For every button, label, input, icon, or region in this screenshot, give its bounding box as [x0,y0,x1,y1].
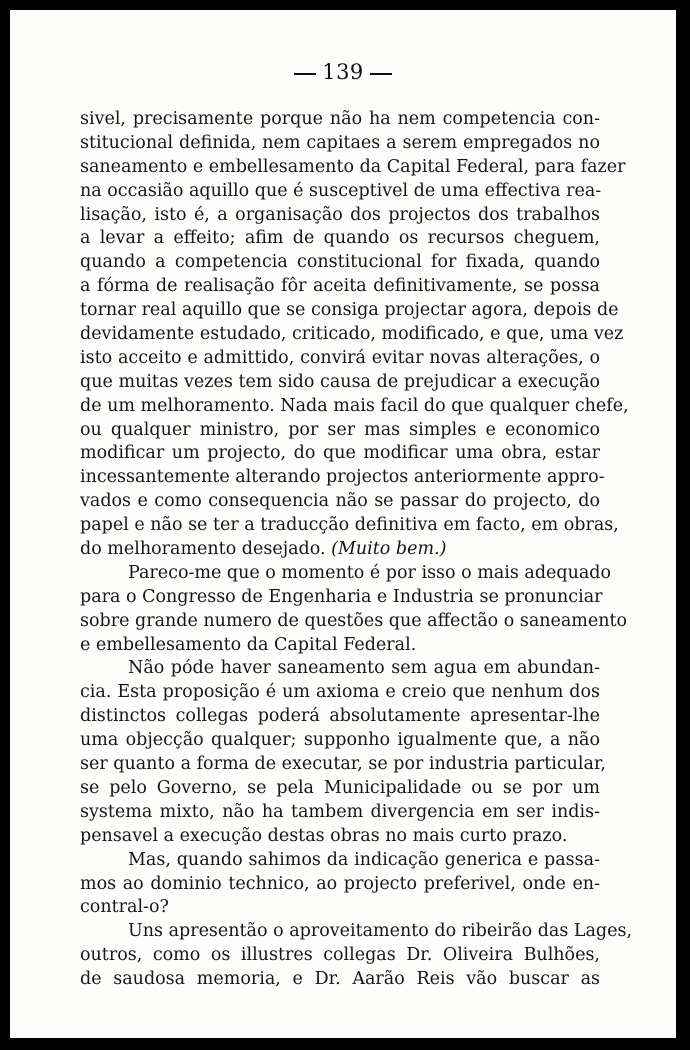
text-line: modificar um projecto, do que modificar uma obra, estar [80,443,600,464]
text-line: devidamente estudado, criticado, modificado, e que, uma vez [80,324,624,345]
text-line: mos ao dominio technico, ao projecto preferivel, onde en- [80,873,600,894]
book-page [10,10,676,1038]
text-line: lisação, isto é, a organisação dos projectos dos trabalhos [80,204,600,225]
paragraph-start: Mas, quando sahimos da indicação generica e passa- [128,849,600,870]
text-line: para o Congresso de Engenharia e Industria se pronunciar [80,586,603,607]
text-line: vados e como consequencia não se passar do projecto, do [80,491,600,512]
text-line: se pelo Governo, se pela Municipalidade ou se por um [80,777,600,798]
text-line: ou qualquer ministro, por ser mas simples e economico [80,419,600,440]
body-text [80,108,633,992]
text-line: sobre grande numero de questões que affectão o saneamento [80,610,628,631]
text-line: de saudosa memoria, e Dr. Aarão Reis vão buscar as [80,969,600,990]
text-line: de um melhoramento. Nada mais facil do que qualquer chefe, [80,395,629,416]
text-line: a levar a effeito; afim de quando os recursos cheguem, [80,228,600,249]
paragraph-start: Pareco-me que o momento é por isso o mais adequado [128,562,612,583]
text-line: ser quanto a forma de executar, se por industria particular, [80,754,606,775]
text-line: sivel, precisamente porque não ha nem competencia con- [80,109,600,129]
text-line: isto acceito e admittido, convirá evitar novas alterações, o [80,347,600,368]
text-line: saneamento e embellesamento da Capital Federal, para fazer [80,156,626,177]
paragraph-end: contral-o? [80,897,169,918]
text-line-with-applause [80,538,600,562]
text-line: na occasião aquillo que é susceptivel de uma effectiva rea- [80,180,602,201]
paragraph-start: Não póde haver saneamento sem agua em abundan- [128,658,600,679]
text-line: tornar real aquillo que se consiga projectar agora, depois de [80,300,619,321]
paragraph-end: e embellesamento da Capital Federal. [80,634,417,655]
text-line: uma objecção qualquer; supponho igualmente que, a não [80,730,600,751]
text-line: a fórma de realisação fôr aceita definitivamente, se possa [80,276,600,297]
text-line: stitucional definida, nem capitaes a serem empregados no [80,132,600,153]
paragraph-start: Uns apresentão o aproveitamento do ribeirão das Lages, [128,921,633,942]
page-header [10,60,676,84]
text-line: distinctos collegas poderá absolutamente apresentar-lhe [80,706,600,727]
page-number: 139 [322,60,364,84]
text-line: outros, como os illustres collegas Dr. Oliveira Bulhões, [80,945,600,966]
text-line: do melhoramento desejado. [80,539,326,560]
text-line: papel e não se ter a traducção definitiva em facto, em obras, [80,515,619,536]
text-line: que muitas vezes tem sido causa de prejudicar a execução [80,371,600,392]
right-dash [370,73,392,75]
text-line: systema mixto, não ha tambem divergencia em ser indis- [80,801,600,822]
text-line: quando a competencia constitucional for fixada, quando [80,252,600,273]
applause-note: (Muito bem.) [331,539,447,560]
text-line: cia. Esta proposição é um axioma e creio que nenhum dos [80,682,600,703]
paragraph-end: pensavel a execução destas obras no mais curto prazo. [80,825,568,846]
text-line: incessantemente alterando projectos anteriormente appro- [80,467,605,488]
left-dash [294,73,316,75]
